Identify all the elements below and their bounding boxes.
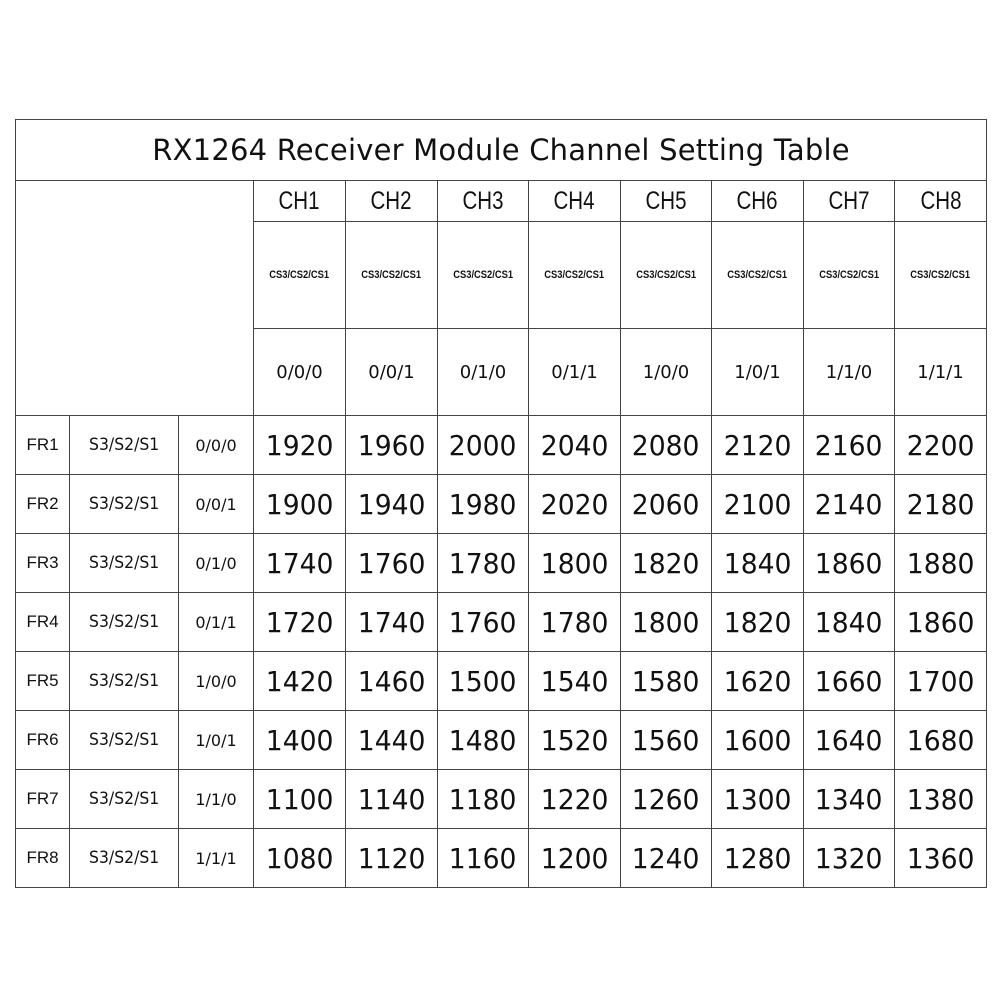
- frequency-value-cell: [712, 829, 804, 888]
- frequency-value-cell: [712, 593, 804, 652]
- frequency-value: 1520: [540, 723, 609, 757]
- channel-name: CH2: [370, 186, 412, 215]
- frequency-value-cell: [346, 770, 438, 829]
- cs-label: CS3/CS2/CS1: [819, 269, 879, 281]
- frequency-value-cell: [438, 770, 529, 829]
- frequency-value-cell: [895, 652, 987, 711]
- frequency-value: 1320: [815, 841, 883, 875]
- cs-label-cell: [804, 222, 895, 329]
- frequency-label: FR1: [16, 416, 70, 475]
- frequency-value: 1800: [632, 605, 700, 639]
- switch-value: 0/0/1: [179, 475, 254, 534]
- frequency-value: 1860: [906, 605, 975, 639]
- frequency-value-cell: [621, 534, 712, 593]
- table-row: [16, 593, 987, 652]
- channel-header: [529, 181, 621, 222]
- frequency-value: 1200: [540, 841, 609, 875]
- switch-value: 1/1/1: [179, 829, 254, 888]
- frequency-value: 1720: [265, 605, 334, 639]
- switch-label-cell: [70, 829, 179, 888]
- cs-value-cell: 0/0/0: [254, 329, 346, 416]
- frequency-value: 1280: [723, 841, 792, 875]
- cs-value-cell: 0/0/1: [346, 329, 438, 416]
- frequency-value: 1840: [723, 546, 792, 580]
- frequency-value-cell: [254, 475, 346, 534]
- frequency-value-cell: [621, 770, 712, 829]
- table-row: [16, 829, 987, 888]
- switch-label: S3/S2/S1: [88, 553, 160, 573]
- frequency-value-cell: [621, 829, 712, 888]
- frequency-value: 2160: [815, 428, 883, 462]
- table-row: [16, 770, 987, 829]
- frequency-value: 1140: [357, 782, 426, 816]
- frequency-value-cell: [254, 416, 346, 475]
- cs-label: CS3/CS2/CS1: [910, 269, 971, 281]
- frequency-value-cell: [895, 534, 987, 593]
- cs-label: CS3/CS2/CS1: [453, 269, 513, 281]
- frequency-value-cell: [804, 475, 895, 534]
- switch-label-cell: [70, 534, 179, 593]
- cs-label-cell: [621, 222, 712, 329]
- cs-label-cell: [712, 222, 804, 329]
- frequency-value-cell: [346, 711, 438, 770]
- switch-label: S3/S2/S1: [88, 494, 160, 514]
- frequency-value-cell: [346, 652, 438, 711]
- cs-label-cell: [438, 222, 529, 329]
- frequency-value-cell: [621, 711, 712, 770]
- table-row: [16, 652, 987, 711]
- frequency-value: 1740: [357, 605, 426, 639]
- frequency-value-cell: [438, 652, 529, 711]
- frequency-value: 1740: [265, 546, 334, 580]
- frequency-value: 1980: [449, 487, 517, 521]
- frequency-value-cell: [529, 475, 621, 534]
- frequency-value-cell: [438, 711, 529, 770]
- frequency-value: 1260: [632, 782, 700, 816]
- switch-value: 0/0/0: [179, 416, 254, 475]
- frequency-value: 1300: [723, 782, 792, 816]
- switch-label: S3/S2/S1: [88, 789, 160, 809]
- frequency-value-cell: [254, 534, 346, 593]
- cs-label: CS3/CS2/CS1: [269, 269, 330, 281]
- frequency-value: 1240: [632, 841, 700, 875]
- frequency-value: 1380: [906, 782, 975, 816]
- channel-name: CH3: [462, 186, 504, 215]
- frequency-value-cell: [346, 829, 438, 888]
- frequency-value-cell: [804, 534, 895, 593]
- channel-header: [804, 181, 895, 222]
- frequency-value: 1840: [815, 605, 883, 639]
- switch-value: 1/1/0: [179, 770, 254, 829]
- switch-value: 1/0/1: [179, 711, 254, 770]
- frequency-label: FR3: [16, 534, 70, 593]
- cs-label-cell: [254, 222, 346, 329]
- frequency-value-cell: [438, 534, 529, 593]
- frequency-value: 1160: [449, 841, 517, 875]
- frequency-value: 1640: [815, 723, 883, 757]
- frequency-value-cell: [621, 416, 712, 475]
- frequency-value-cell: [438, 829, 529, 888]
- switch-label: S3/S2/S1: [88, 435, 160, 455]
- switch-label-cell: [70, 593, 179, 652]
- frequency-label: FR2: [16, 475, 70, 534]
- frequency-value-cell: [621, 593, 712, 652]
- frequency-value: 1500: [449, 664, 517, 698]
- frequency-value: 2120: [723, 428, 792, 462]
- frequency-label: FR8: [16, 829, 70, 888]
- frequency-value: 1580: [632, 664, 700, 698]
- frequency-value-cell: [895, 475, 987, 534]
- channel-name: CH6: [736, 186, 778, 215]
- frequency-value: 2060: [632, 487, 700, 521]
- switch-value: 1/0/0: [179, 652, 254, 711]
- frequency-value-cell: [529, 416, 621, 475]
- frequency-value-cell: [254, 770, 346, 829]
- frequency-value: 1820: [632, 546, 700, 580]
- frequency-value-cell: [529, 593, 621, 652]
- frequency-value: 1960: [357, 428, 426, 462]
- frequency-value-cell: [438, 416, 529, 475]
- frequency-value-cell: [895, 593, 987, 652]
- table-title: RX1264 Receiver Module Channel Setting Table: [16, 120, 987, 181]
- frequency-value-cell: [346, 416, 438, 475]
- frequency-value: 2080: [632, 428, 700, 462]
- frequency-value: 1560: [632, 723, 700, 757]
- frequency-value-cell: [712, 416, 804, 475]
- frequency-value: 1360: [906, 841, 975, 875]
- empty-corner-cell: [16, 181, 254, 416]
- frequency-value-cell: [804, 711, 895, 770]
- switch-label-cell: [70, 416, 179, 475]
- switch-value: 0/1/1: [179, 593, 254, 652]
- frequency-value: 1220: [540, 782, 609, 816]
- switch-label-cell: [70, 711, 179, 770]
- frequency-value-cell: [804, 416, 895, 475]
- frequency-value: 1820: [723, 605, 792, 639]
- frequency-value: 2200: [906, 428, 975, 462]
- frequency-value: 1700: [906, 664, 975, 698]
- frequency-value-cell: [712, 475, 804, 534]
- frequency-value-cell: [712, 711, 804, 770]
- frequency-value: 2040: [540, 428, 609, 462]
- frequency-value: 1440: [357, 723, 426, 757]
- cs-label: CS3/CS2/CS1: [727, 269, 788, 281]
- frequency-value-cell: [254, 711, 346, 770]
- frequency-value-cell: [621, 475, 712, 534]
- switch-value: 0/1/0: [179, 534, 254, 593]
- frequency-value: 1760: [449, 605, 517, 639]
- cs-label-cell: [529, 222, 621, 329]
- frequency-value: 1800: [540, 546, 609, 580]
- cs-value-cell: 1/1/0: [804, 329, 895, 416]
- frequency-value-cell: [804, 770, 895, 829]
- frequency-value: 2000: [449, 428, 517, 462]
- frequency-value: 1880: [906, 546, 975, 580]
- frequency-value-cell: [712, 652, 804, 711]
- channel-header: [621, 181, 712, 222]
- frequency-value: 1780: [449, 546, 517, 580]
- channel-header: [895, 181, 987, 222]
- frequency-value-cell: [804, 593, 895, 652]
- switch-label: S3/S2/S1: [88, 671, 160, 691]
- frequency-value-cell: [804, 829, 895, 888]
- frequency-value-cell: [346, 534, 438, 593]
- channel-name: CH8: [920, 186, 962, 215]
- cs-label-cell: [895, 222, 987, 329]
- cs-label: CS3/CS2/CS1: [361, 269, 422, 281]
- frequency-value: 1480: [449, 723, 517, 757]
- frequency-label: FR6: [16, 711, 70, 770]
- channel-setting-table: [15, 119, 987, 888]
- cs-label: CS3/CS2/CS1: [636, 269, 696, 281]
- frequency-label: FR7: [16, 770, 70, 829]
- frequency-value: 1660: [815, 664, 883, 698]
- frequency-value-cell: [254, 593, 346, 652]
- frequency-value: 1180: [449, 782, 517, 816]
- frequency-value: 1100: [265, 782, 334, 816]
- frequency-value-cell: [529, 711, 621, 770]
- cs-value-cell: 0/1/0: [438, 329, 529, 416]
- channel-header: [438, 181, 529, 222]
- frequency-value-cell: [895, 770, 987, 829]
- frequency-value-cell: [712, 534, 804, 593]
- frequency-value-cell: [529, 652, 621, 711]
- table-row: [16, 416, 987, 475]
- frequency-value-cell: [895, 829, 987, 888]
- frequency-value-cell: [529, 829, 621, 888]
- frequency-value-cell: [254, 652, 346, 711]
- frequency-value: 1940: [357, 487, 426, 521]
- table-row: [16, 475, 987, 534]
- frequency-value-cell: [346, 593, 438, 652]
- switch-label: S3/S2/S1: [88, 612, 160, 632]
- cs-label-cell: [346, 222, 438, 329]
- channel-header: [254, 181, 346, 222]
- frequency-value: 1600: [723, 723, 792, 757]
- channel-header: [346, 181, 438, 222]
- frequency-value-cell: [346, 475, 438, 534]
- switch-label-cell: [70, 652, 179, 711]
- table-row: [16, 711, 987, 770]
- frequency-value: 1120: [357, 841, 426, 875]
- channel-name: CH1: [278, 186, 320, 215]
- frequency-value: 1900: [265, 487, 334, 521]
- channel-header: [712, 181, 804, 222]
- channel-name: CH5: [645, 186, 687, 215]
- frequency-value: 1860: [815, 546, 883, 580]
- cs-value-cell: 0/1/1: [529, 329, 621, 416]
- cs-value-cell: 1/1/1: [895, 329, 987, 416]
- frequency-value-cell: [895, 416, 987, 475]
- switch-label: S3/S2/S1: [88, 848, 160, 868]
- frequency-value: 1920: [265, 428, 334, 462]
- switch-label-cell: [70, 770, 179, 829]
- frequency-value-cell: [529, 770, 621, 829]
- frequency-value: 1340: [815, 782, 883, 816]
- frequency-value: 1080: [265, 841, 334, 875]
- channel-name: CH7: [828, 186, 870, 215]
- cs-value-cell: 1/0/1: [712, 329, 804, 416]
- frequency-value-cell: [438, 475, 529, 534]
- frequency-value-cell: [621, 652, 712, 711]
- frequency-value: 1460: [357, 664, 426, 698]
- frequency-value: 2180: [906, 487, 975, 521]
- frequency-value: 1620: [723, 664, 792, 698]
- frequency-value: 2100: [723, 487, 792, 521]
- frequency-value: 1680: [906, 723, 975, 757]
- frequency-value: 1780: [540, 605, 609, 639]
- frequency-value-cell: [254, 829, 346, 888]
- cs-value-cell: 1/0/0: [621, 329, 712, 416]
- channel-name: CH4: [553, 186, 595, 215]
- frequency-value: 1420: [265, 664, 334, 698]
- frequency-value: 1540: [540, 664, 609, 698]
- frequency-value: 2020: [540, 487, 609, 521]
- frequency-value: 2140: [815, 487, 883, 521]
- switch-label-cell: [70, 475, 179, 534]
- frequency-value-cell: [529, 534, 621, 593]
- frequency-label: FR4: [16, 593, 70, 652]
- cs-label: CS3/CS2/CS1: [544, 269, 605, 281]
- switch-label: S3/S2/S1: [88, 730, 160, 750]
- frequency-value-cell: [804, 652, 895, 711]
- frequency-value-cell: [895, 711, 987, 770]
- frequency-value: 1400: [265, 723, 334, 757]
- frequency-label: FR5: [16, 652, 70, 711]
- frequency-value-cell: [712, 770, 804, 829]
- frequency-value-cell: [438, 593, 529, 652]
- frequency-value: 1760: [357, 546, 426, 580]
- table-row: [16, 534, 987, 593]
